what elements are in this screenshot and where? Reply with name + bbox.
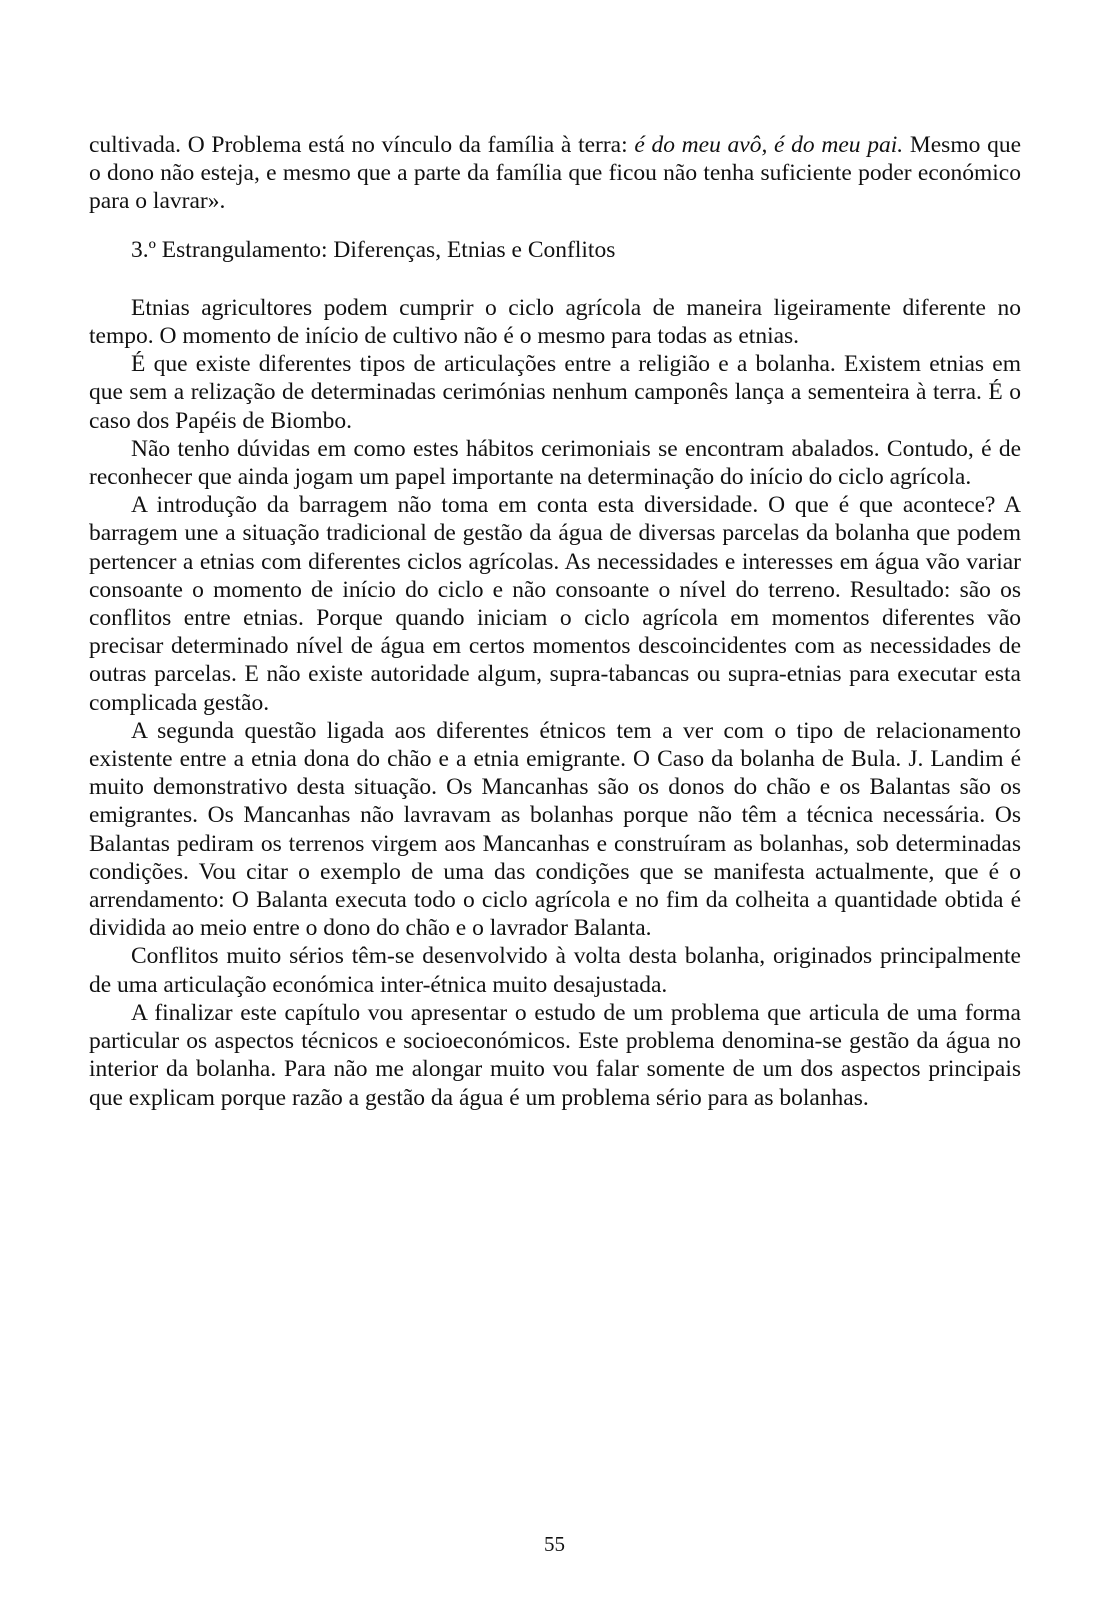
section-heading: 3.º Estrangulamento: Diferenças, Etnias e Conflitos [131,236,616,263]
paragraph: Conflitos muito sérios têm-se desenvolvido à volta desta bolanha, originados principalmente de uma articulação económica inter-étnica muito desajustada. [89,943,1021,998]
paragraph: A introdução da barragem não toma em conta esta diversidade. O que é que acontece? A barragem une a situação tradicional de gestão da água de diversas parcelas da bolanha que podem pertencer a etnias com diferentes ciclos agrícolas. As necessidades e interesses em água vão variar consoante o momento de início do ciclo e não consoante o nível do terreno. Resultado: são os conflitos entre etnias. Porque quando iniciam o ciclo agrícola em momentos diferentes vão precisar determinado nível de água em certos momentos descoincidentes com as necessidades de outras parcelas. E não existe autoridade algum, supra-tabancas ou supra-etnias para executar esta complicada gestão. [89,492,1021,716]
paragraph: É que existe diferentes tipos de articulações entre a religião e a bolanha. Existem etnias em que sem a relização de determinadas cerimónias nenhum camponês lança a sementeira à terra. É o caso dos Papéis de Biombo. [89,351,1021,434]
page-number: 55 [544,1532,565,1556]
quoted-italic-text: é do meu avô, é do meu pai. [634,132,904,158]
paragraph-continuation [89,131,1021,216]
paragraph: Etnias agricultores podem cumprir o ciclo agrícola de maneira ligeiramente diferente no tempo. O momento de início de cultivo não é o mesmo para todas as etnias. [89,294,1021,350]
paragraph-text: Mesmo que o dono não esteja, e mesmo que a parte da família que ficou não tenha suficiente poder económico para o lavrar». [89,132,1021,215]
page-body [89,131,1021,1112]
paragraph: Não tenho dúvidas em como estes hábitos cerimoniais se encontram abalados. Contudo, é de reconhecer que ainda jogam um papel importante na determinação do início do ciclo agrícola. [89,435,1021,491]
paragraph: A finalizar este capítulo vou apresentar o estudo de um problema que articula de uma forma particular os aspectos técnicos e socioeconómicos. Este problema denomina-se gestão da água no interior da bolanha. Para não me alongar muito vou falar somente de um dos aspectos principais que explicam porque razão a gestão da água é um problema sério para as bolanhas. [89,999,1021,1111]
paragraph-text: cultivada. O Problema está no vínculo da família à terra: [89,132,635,158]
paragraph: A segunda questão ligada aos diferentes étnicos tem a ver com o tipo de relacionamento existente entre a etnia dona do chão e a etnia emigrante. O Caso da bolanha de Bula. J. Landim é muito demonstrativo desta situação. Os Mancanhas são os donos do chão e os Balantas são os emigrantes. Os Mancanhas não lavravam as bolanhas porque não têm a técnica necessária. Os Balantas pediram os terrenos virgem aos Mancanhas e construíram as bolanhas, sob determinadas condições. Vou citar o exemplo de uma das condições que se manifesta actualmente, que é o arrendamento: O Balanta executa todo o ciclo agrícola e no fim da colheita a quantidade obtida é dividida ao meio entre o dono do chão e o lavrador Balanta. [89,717,1021,942]
